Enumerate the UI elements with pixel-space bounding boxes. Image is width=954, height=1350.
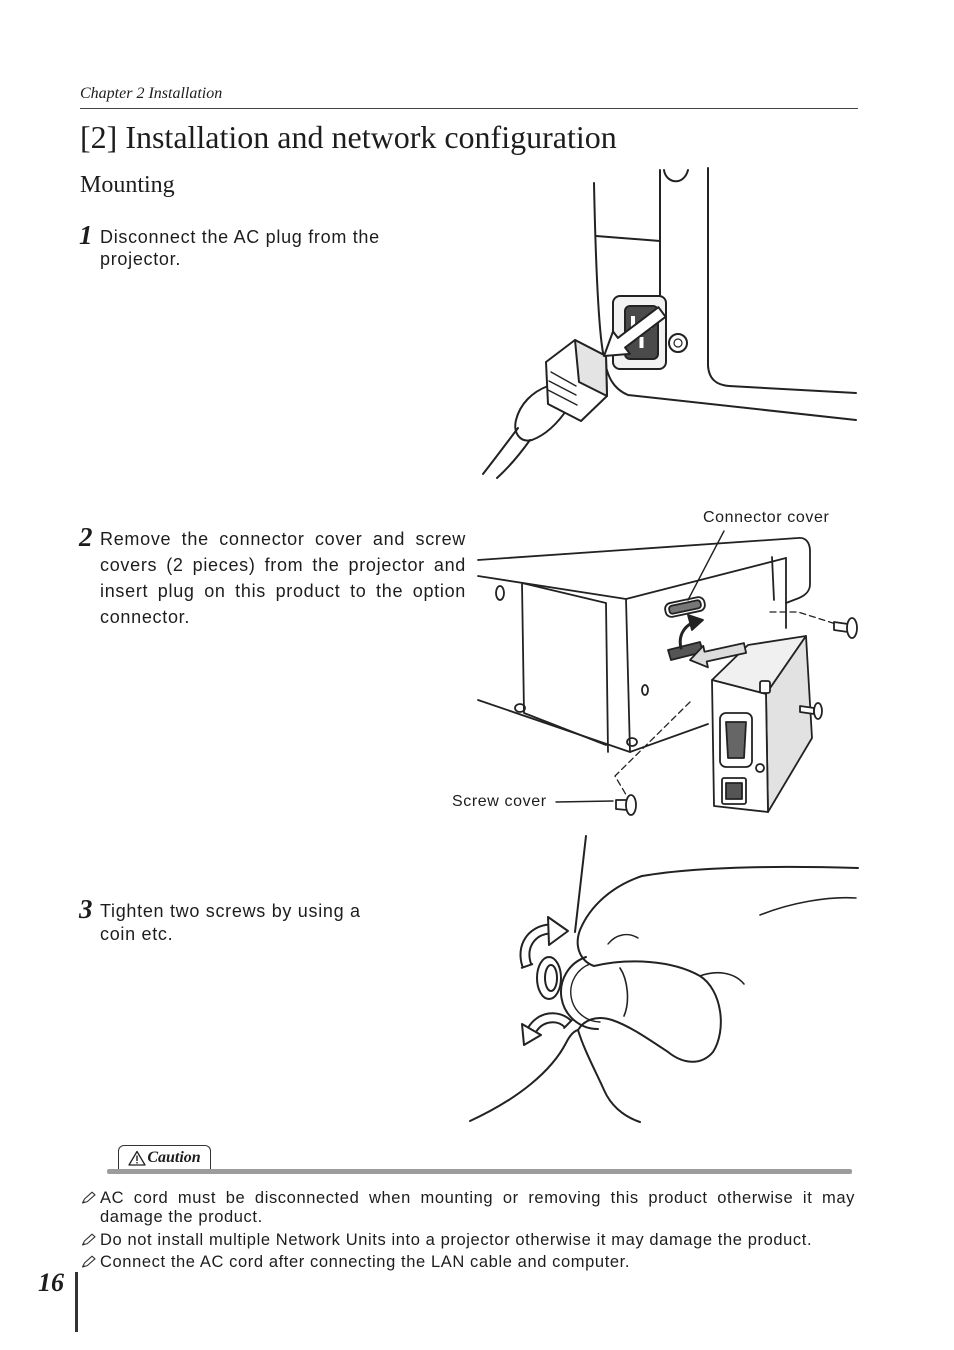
warning-dot [137,1162,138,1164]
pencil-icon [80,1233,97,1247]
ac-plug-removal-illustration [470,165,860,480]
step-text-1: Disconnect the AC plug from the projector. [100,227,380,269]
screw [834,618,857,638]
projector-side-edge [478,558,786,599]
panel-edge [708,168,856,393]
caution-divider [107,1169,852,1174]
inlet-pin [640,337,644,348]
caution-text: AC cord must be disconnected when mounting or removing this product otherwise it may damage the product. [100,1189,855,1226]
screw-shank [834,622,848,632]
knuckle-line [608,935,638,944]
page-number: 16 [38,1268,64,1297]
projector-foot [627,738,637,746]
alignment-guide [770,612,836,624]
warning-triangle-icon [128,1150,146,1166]
cover-removal-arrowhead [688,615,703,630]
thumb-outline [578,1030,640,1122]
step-text-2: Remove the connector cover and screw covers (2 pieces) from the projector and insert plug on this product to the option connector. [100,529,466,627]
panel-notch [664,170,688,181]
coin-rim [571,964,600,1022]
header-rule [80,108,858,109]
rotation-arrow-bottom [522,1018,572,1045]
warning-mark [137,1156,138,1162]
connector-cover-label: Connector cover [703,509,830,526]
screw-shank [800,706,814,714]
ac-plug [515,340,607,441]
screw-cover-label: Screw cover [452,793,547,810]
screw-cover-head [626,795,636,815]
caution-item [80,1231,855,1250]
fingers-outline [578,876,721,1062]
pencil-body [83,1256,96,1267]
pencil-icon [80,1191,97,1205]
vent-edge [772,557,774,600]
projector-edge [575,836,586,932]
projector-foot [642,685,648,695]
step-number-2: 2 [79,522,93,552]
section-title: Mounting [80,172,175,198]
projector-corner-edge [626,599,630,752]
serial-port-socket [726,722,746,758]
cord-edge [497,440,530,478]
coin-edge [620,968,627,1016]
caution-text: Do not install multiple Network Units into a projector otherwise it may damage the product. [100,1230,813,1249]
page-number-bar [75,1272,78,1332]
panel-edge [596,236,660,241]
hand-back [642,867,858,876]
network-unit-module [712,636,812,812]
step-number-1: 1 [79,220,93,250]
screw-head [537,957,561,999]
hand-crease [760,898,856,915]
pencil-body [83,1192,96,1203]
lan-port-socket [726,783,742,799]
pencil-icon [80,1255,97,1269]
caution-label: Caution [147,1149,201,1166]
projector-bottom-edge [478,700,708,752]
module-latch [760,681,770,693]
connector-cover [664,596,706,618]
screw-cover-leader [556,801,613,802]
connector-cover-leader [688,531,724,600]
caution-item [80,1253,855,1272]
screw-head [847,618,857,638]
screw-head [814,703,822,719]
step-text-3: Tighten two screws by using a coin etc. [100,901,361,944]
step-number-3: 3 [79,894,93,924]
page-title: [2] Installation and network configuration [80,119,617,155]
cord-edge [483,428,518,474]
screw-cover [616,795,636,815]
arrowhead [548,917,568,945]
module-knob [756,764,764,772]
projector-top-edge [478,538,810,603]
module-insertion-illustration [450,505,860,825]
screw-hole [669,334,687,352]
hand [470,867,858,1122]
caution-item [80,1189,855,1227]
caution-text: Connect the AC cord after connecting the LAN cable and computer. [100,1253,631,1271]
screw-hole-inner [674,339,682,347]
caution-tab [118,1145,211,1170]
arrow-shaft-fill [532,1018,568,1030]
pencil-body [83,1234,96,1245]
caution-list [80,1189,855,1276]
screw-tightening-illustration [465,832,860,1124]
projector-foot [496,586,504,600]
projector-rear-panel [594,168,856,420]
side-window [522,583,608,752]
chapter-header: Chapter 2 Installation [80,85,223,102]
